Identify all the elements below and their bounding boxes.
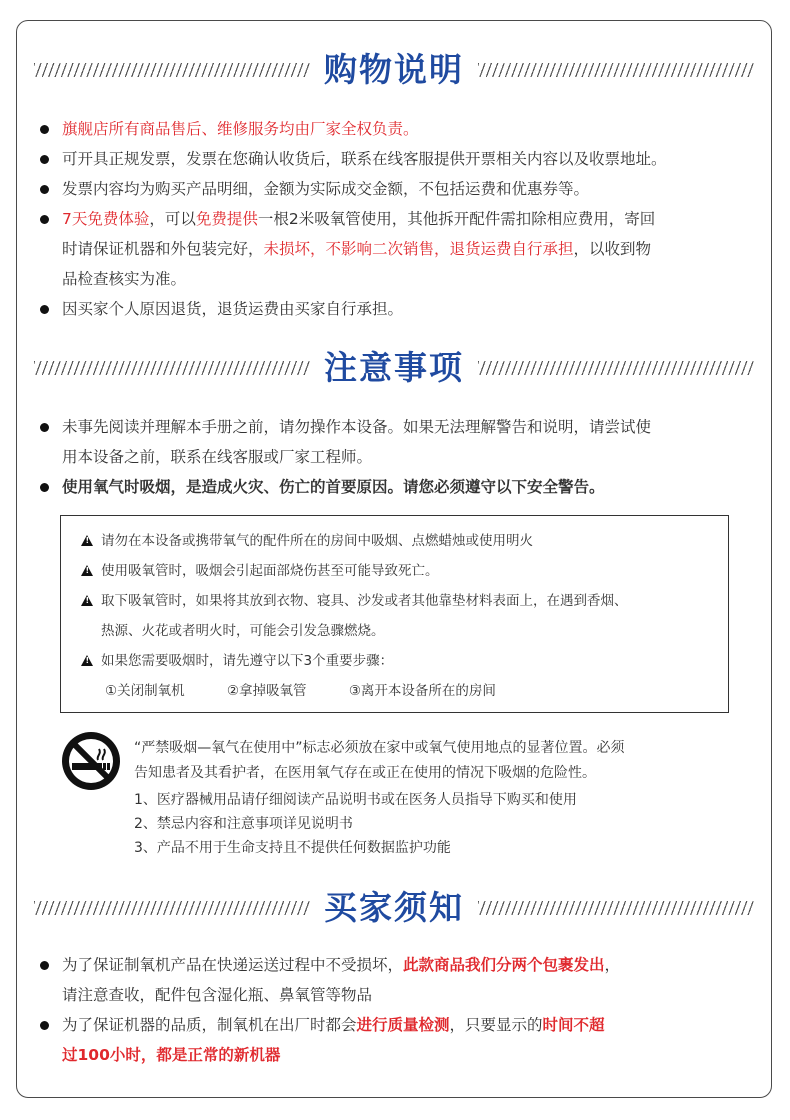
highlight-text: 过100小时，都是正常的新机器 bbox=[62, 1046, 281, 1064]
item-text: ，可以 bbox=[149, 210, 196, 228]
item-text: 因买家个人原因退货，退货运费由买家自行承担。 bbox=[62, 300, 404, 318]
hatch-decoration-left bbox=[34, 901, 310, 915]
warning-line bbox=[81, 586, 628, 616]
highlight-text: 此款商品我们分两个包裹发出 bbox=[403, 956, 605, 974]
steps-row bbox=[105, 676, 534, 706]
hatch-decoration-right bbox=[478, 361, 754, 375]
highlight-text: 免费提供 bbox=[195, 210, 258, 228]
item-text: 品检查核实为准。 bbox=[62, 270, 187, 288]
no-smoking-icon bbox=[60, 730, 122, 792]
warning-line bbox=[81, 556, 439, 586]
highlight-text: 进行质量检测 bbox=[356, 1016, 450, 1034]
section-title-notice: 注意事项 bbox=[324, 348, 464, 387]
warning-icon bbox=[81, 595, 93, 606]
notice-line: 告知患者及其看护者，在医用氧气存在或正在使用的情况下吸烟的危险性。 bbox=[134, 765, 596, 781]
bullet-dot-icon bbox=[40, 155, 49, 164]
hatch-decoration-left bbox=[34, 361, 310, 375]
warning-line bbox=[81, 526, 533, 556]
warning-icon bbox=[81, 535, 93, 546]
warning-text: 如果您需要吸烟时，请先遵守以下3个重要步骤： bbox=[101, 653, 394, 669]
section-header-notice bbox=[34, 348, 754, 388]
no-smoking-notice bbox=[134, 736, 734, 786]
hatch-decoration-left bbox=[34, 63, 310, 77]
section-title-shopping: 购物说明 bbox=[324, 50, 464, 89]
item-line bbox=[62, 114, 760, 144]
bullet-dot-icon bbox=[40, 215, 49, 224]
item-line bbox=[62, 174, 760, 204]
item-line bbox=[62, 234, 760, 264]
item-line bbox=[62, 294, 760, 324]
item-line bbox=[62, 144, 760, 174]
item-text: 时请保证机器和外包装完好， bbox=[62, 240, 264, 258]
warning-text: 取下吸氧管时，如果将其放到衣物、寝具、沙发或者其他靠垫材料表面上，在遇到香烟、 bbox=[101, 593, 628, 609]
item-text: 一根2米吸氧管使用，其他拆开配件需扣除相应费用，寄回 bbox=[257, 210, 656, 228]
item-line bbox=[62, 1010, 760, 1040]
hatch-decoration-right bbox=[478, 901, 754, 915]
item-line bbox=[62, 1040, 760, 1070]
step-1: ①关闭制氧机 bbox=[105, 683, 185, 699]
item-text: 发票内容均为购买产品明细，金额为实际成交金额，不包括运费和优惠券等。 bbox=[62, 180, 590, 198]
bullet-dot-icon bbox=[40, 305, 49, 314]
item-line bbox=[62, 204, 760, 234]
notes-list bbox=[134, 788, 577, 860]
bullet-dot-icon bbox=[40, 125, 49, 134]
note-item: 3、产品不用于生命支持且不提供任何数据监护功能 bbox=[134, 840, 451, 856]
section-header-buyer bbox=[34, 888, 754, 928]
warning-text: 使用吸氧管时，吸烟会引起面部烧伤甚至可能导致死亡。 bbox=[101, 563, 439, 579]
item-text: 请注意查收，配件包含湿化瓶、鼻氧管等物品 bbox=[62, 986, 373, 1004]
highlight-text: 未损坏，不影响二次销售，退货运费自行承担 bbox=[263, 240, 574, 258]
item-line bbox=[62, 950, 760, 980]
warning-line bbox=[81, 646, 393, 676]
hatch-decoration-right bbox=[478, 63, 754, 77]
bullet-dot-icon bbox=[40, 1021, 49, 1030]
item-line bbox=[62, 980, 760, 1010]
note-item: 2、禁忌内容和注意事项详见说明书 bbox=[134, 816, 353, 832]
section-title-buyer: 买家须知 bbox=[324, 888, 464, 927]
step-2: ②拿掉吸氧管 bbox=[226, 683, 307, 699]
section-header-shopping bbox=[34, 50, 754, 90]
bullet-dot-icon bbox=[40, 483, 49, 492]
warning-text: 热源、火花或者明火时，可能会引发急骤燃烧。 bbox=[101, 623, 385, 639]
warning-box bbox=[60, 515, 729, 713]
item-text: 为了保证制氧机产品在快递运送过程中不受损坏， bbox=[62, 956, 404, 974]
item-text: 未事先阅读并理解本手册之前，请勿操作本设备。如果无法理解警告和说明，请尝试使 bbox=[62, 418, 652, 436]
step-3: ③离开本设备所在的房间 bbox=[348, 683, 496, 699]
notice-line: “严禁吸烟—氧气在使用中”标志必须放在家中或氧气使用地点的显著位置。必须 bbox=[134, 740, 625, 756]
highlight-text: 7天免费体验 bbox=[62, 210, 150, 228]
note-item: 1、医疗器械用品请仔细阅读产品说明书或在医务人员指导下购买和使用 bbox=[134, 792, 577, 808]
bullet-dot-icon bbox=[40, 961, 49, 970]
item-text: ，以收到物 bbox=[573, 240, 652, 258]
item-text: ， bbox=[604, 956, 621, 974]
item-text: ，只要显示的 bbox=[449, 1016, 543, 1034]
item-text: 可开具正规发票，发票在您确认收货后，联系在线客服提供开票相关内容以及收票地址。 bbox=[62, 150, 667, 168]
item-line bbox=[62, 264, 760, 294]
item-text: 使用氧气时吸烟，是造成火灾、伤亡的首要原因。请您必须遵守以下安全警告。 bbox=[62, 478, 605, 496]
bullet-dot-icon bbox=[40, 423, 49, 432]
bullet-dot-icon bbox=[40, 185, 49, 194]
item-text: 用本设备之前，联系在线客服或厂家工程师。 bbox=[62, 448, 373, 466]
item-text: 为了保证机器的品质，制氧机在出厂时都会 bbox=[62, 1016, 357, 1034]
warning-text: 请勿在本设备或携带氧气的配件所在的房间中吸烟、点燃蜡烛或使用明火 bbox=[101, 533, 533, 549]
warning-icon bbox=[81, 565, 93, 576]
highlight-text: 时间不超 bbox=[542, 1016, 605, 1034]
highlight-text: 旗舰店所有商品售后、维修服务均由厂家全权负责。 bbox=[62, 120, 419, 138]
warning-line bbox=[101, 616, 385, 646]
warning-icon bbox=[81, 655, 93, 666]
